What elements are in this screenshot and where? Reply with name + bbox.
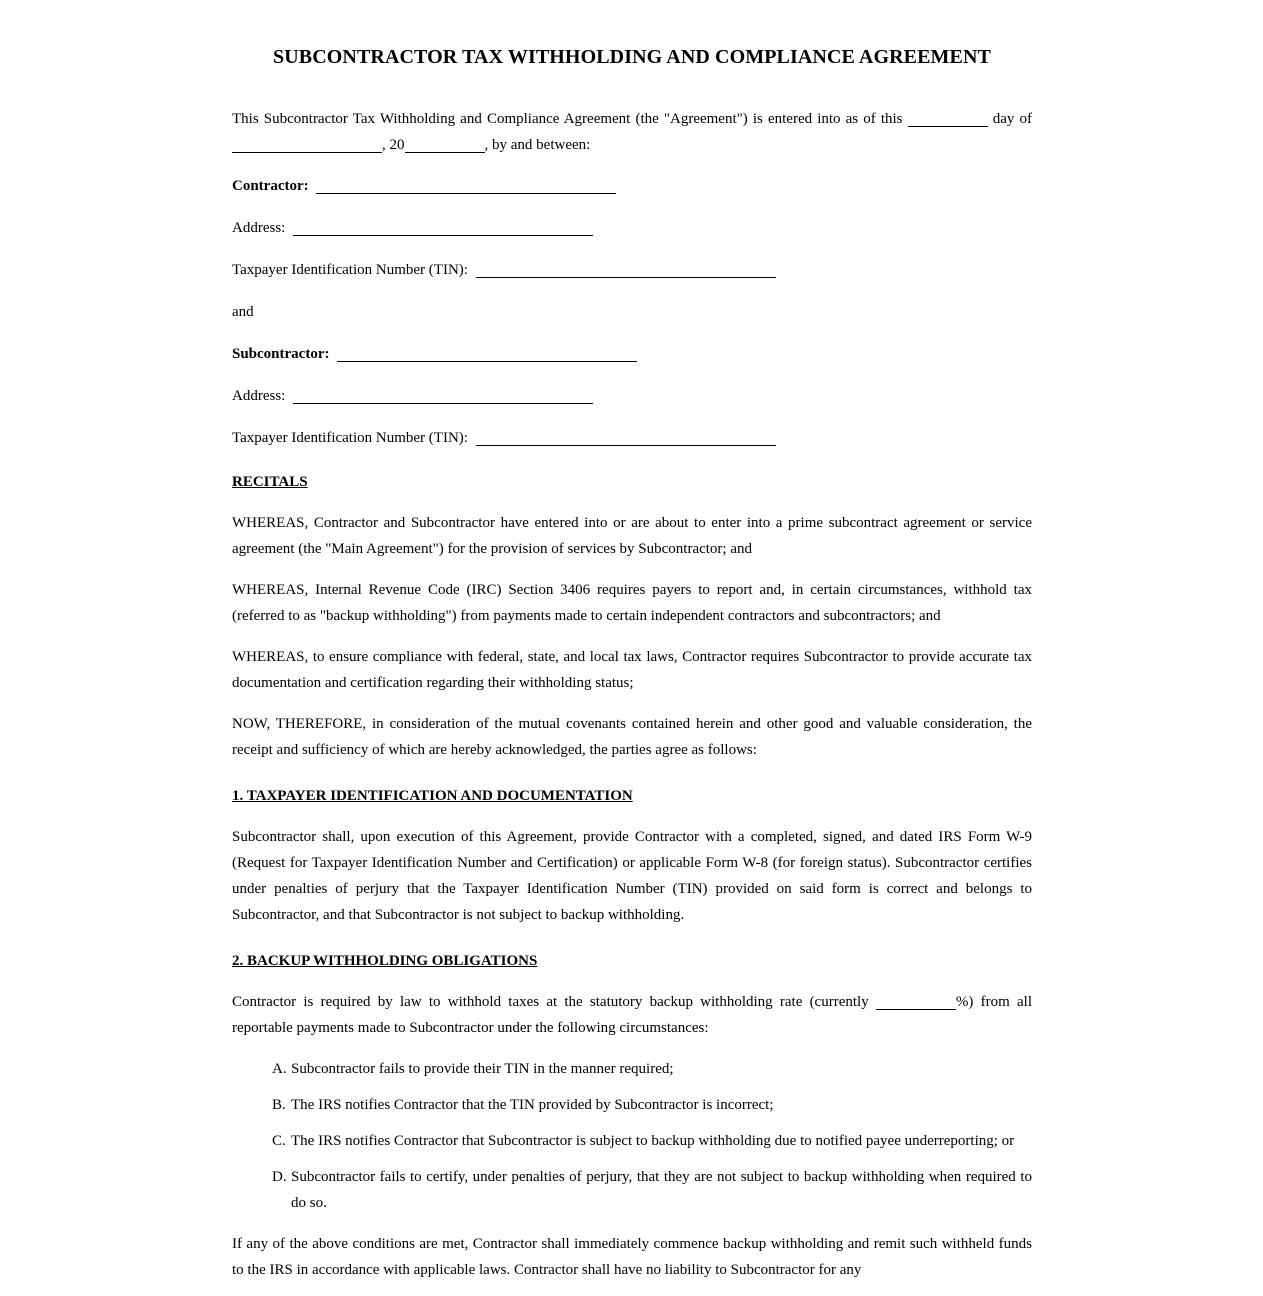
- contractor-tin-blank: [476, 261, 776, 278]
- list-marker: B.: [272, 1097, 286, 1113]
- now-therefore-paragraph: NOW, THEREFORE, in consideration of the mutual covenants contained herein and other good and valuable consideration, the receipt and sufficiency of which are hereby acknowledged, the parties agree as follows:: [232, 716, 1032, 758]
- intro-text-1: This Subcontractor Tax Withholding and Compliance Agreement (the "Agreement") is entered into as of this: [232, 111, 903, 127]
- document-page: [232, 0, 1032, 1283]
- contractor-name-field: [232, 173, 1032, 199]
- list-item-text: The IRS notifies Contractor that Subcontractor is subject to backup withholding due to notified payee underreporting; or: [291, 1133, 1015, 1149]
- contractor-address-label: Address:: [232, 220, 286, 236]
- withholding-conditions-list: [232, 1056, 1032, 1216]
- section-2-body-text-2: %) from all reportable payments made to Subcontractor under the following circumstances:: [232, 994, 1032, 1036]
- list-item: [272, 1092, 1032, 1118]
- section-1-body: Subcontractor shall, upon execution of this Agreement, provide Contractor with a completed, signed, and dated IRS Form W-9 (Request for Taxpayer Identification Number and Certification) or applicable Form W-8 (for foreign status). Subcontractor certifies under penalties of perjury that the Taxpayer Identification Number (TIN) provided on said form is correct and belongs to Subcontractor, and that Subcontractor is not subject to backup withholding.: [232, 829, 1032, 923]
- contractor-tin-label: Taxpayer Identification Number (TIN):: [232, 262, 468, 278]
- withholding-rate-blank: [876, 993, 956, 1010]
- list-item-text: The IRS notifies Contractor that the TIN provided by Subcontractor is incorrect;: [291, 1097, 774, 1113]
- contractor-name-label: Contractor:: [232, 178, 309, 194]
- section-1-heading: 1. TAXPAYER IDENTIFICATION AND DOCUMENTATION: [232, 788, 633, 804]
- subcontractor-name-blank: [337, 345, 637, 362]
- section-2-body-text-1: Contractor is required by law to withhold taxes at the statutory backup withholding rate (currently: [232, 994, 869, 1010]
- list-marker: D.: [272, 1169, 287, 1185]
- day-blank: [908, 110, 988, 127]
- contractor-tin-field: [232, 257, 1032, 283]
- list-item: [272, 1128, 1032, 1154]
- subcontractor-address-blank: [293, 387, 593, 404]
- document-title: SUBCONTRACTOR TAX WITHHOLDING AND COMPLIANCE AGREEMENT: [273, 46, 991, 68]
- section-2-body: [232, 989, 1032, 1041]
- intro-text-3: , 20: [382, 137, 405, 153]
- subcontractor-address-label: Address:: [232, 388, 286, 404]
- list-marker: A.: [272, 1061, 287, 1077]
- subcontractor-tin-label: Taxpayer Identification Number (TIN):: [232, 430, 468, 446]
- and-text: and: [232, 304, 254, 320]
- list-item: [272, 1164, 1032, 1216]
- intro-paragraph: [232, 106, 1032, 158]
- recital-paragraph: WHEREAS, Contractor and Subcontractor have entered into or are about to enter into a prime subcontract agreement or service agreement (the "Main Agreement") for the provision of services by Subcontractor; and: [232, 515, 1032, 557]
- subcontractor-tin-blank: [476, 429, 776, 446]
- subcontractor-name-label: Subcontractor:: [232, 346, 330, 362]
- subcontractor-tin-field: [232, 425, 1032, 451]
- list-item: [272, 1056, 1032, 1082]
- month-blank: [232, 136, 382, 153]
- intro-text-2: day of: [992, 111, 1032, 127]
- list-marker: C.: [272, 1133, 286, 1149]
- subcontractor-name-field: [232, 341, 1032, 367]
- contractor-name-blank: [316, 177, 616, 194]
- recital-paragraph: WHEREAS, Internal Revenue Code (IRC) Section 3406 requires payers to report and, in certain circumstances, withhold tax (referred to as "backup withholding") from payments made to certain independent contractors and subcontractors; and: [232, 582, 1032, 624]
- year-blank: [405, 136, 485, 153]
- section-2-closing: If any of the above conditions are met, Contractor shall immediately commence backup withholding and remit such withheld funds to the IRS in accordance with applicable laws. Contractor shall have no liability to Subcontractor for any: [232, 1236, 1032, 1278]
- list-item-text: Subcontractor fails to provide their TIN in the manner required;: [291, 1061, 674, 1077]
- subcontractor-address-field: [232, 383, 1032, 409]
- contractor-address-blank: [293, 219, 593, 236]
- recitals-heading: RECITALS: [232, 474, 308, 490]
- contractor-address-field: [232, 215, 1032, 241]
- section-2-heading: 2. BACKUP WITHHOLDING OBLIGATIONS: [232, 953, 538, 969]
- list-item-text: Subcontractor fails to certify, under penalties of perjury, that they are not subject to backup withholding when required to do so.: [291, 1169, 1032, 1211]
- intro-text-4: , by and between:: [484, 137, 591, 153]
- recital-paragraph: WHEREAS, to ensure compliance with federal, state, and local tax laws, Contractor requires Subcontractor to provide accurate tax documentation and certification regarding their withholding status;: [232, 649, 1032, 691]
